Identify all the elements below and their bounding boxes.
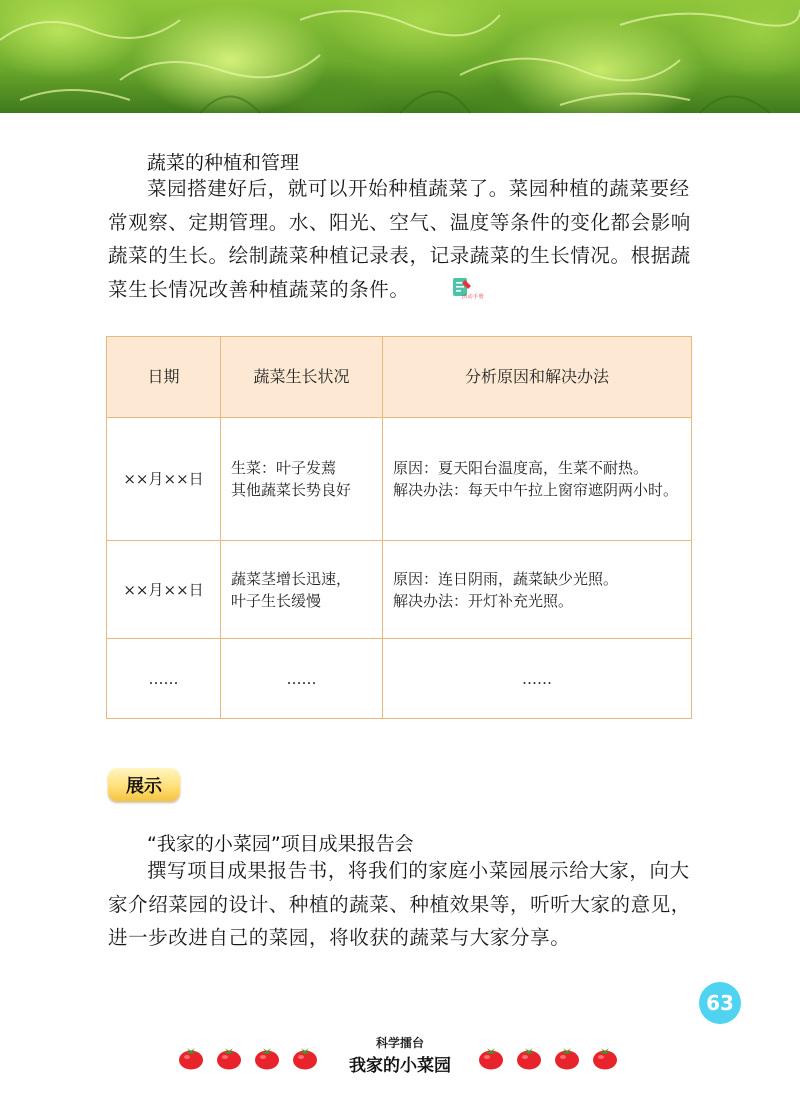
tomato-row-right [478, 1046, 618, 1070]
cell-status: …… [221, 639, 383, 719]
table-row [107, 639, 692, 719]
report-paragraph [108, 854, 696, 955]
analysis-line: 原因：连日阴雨，蔬菜缺少光照。 [393, 569, 619, 588]
tomato-icon [592, 1046, 618, 1070]
report-paragraph-text: 撰写项目成果报告书，将我们的家庭小菜园展示给大家，向大家介绍菜园的设计、种植的蔬菜、种植效果等，听听大家的意见，进一步改进自己的菜园，将收获的蔬菜与大家分享。 [108, 859, 691, 949]
cell-status [221, 418, 383, 541]
tomato-icon [516, 1046, 542, 1070]
status-line: 生菜：叶子发蔫 [231, 459, 337, 477]
lettuce-leaves-graphic [0, 0, 800, 113]
table-row [107, 418, 692, 541]
tomato-icon [554, 1046, 580, 1070]
growth-record-table [106, 336, 692, 719]
cell-analysis [383, 418, 692, 541]
section-heading-report: “我家的小菜园”项目成果报告会 [147, 833, 414, 855]
analysis-line: 原因：夏天阳台温度高，生菜不耐热。 [393, 459, 649, 477]
analysis-line: 解决办法：每天中午拉上窗帘遮阴两小时。 [393, 481, 679, 499]
planting-paragraph [108, 172, 696, 306]
section-heading-planting: 蔬菜的种植和管理 [147, 152, 300, 174]
analysis-line: 解决办法：开灯补充光照。 [393, 591, 574, 610]
header-date: 日期 [107, 337, 221, 418]
tomato-icon [178, 1046, 204, 1070]
cell-date: …… [107, 639, 221, 719]
tomato-icon [478, 1046, 504, 1070]
table-header-row [107, 337, 692, 418]
cell-status [221, 541, 383, 639]
cell-date: ××月××日 [107, 541, 221, 639]
cell-analysis [383, 541, 692, 639]
status-line: 蔬菜茎增长迅速， [231, 569, 352, 588]
tomato-row-left [178, 1046, 318, 1070]
tomato-icon [216, 1046, 242, 1070]
tomato-icon [292, 1046, 318, 1070]
activity-handbook-icon[interactable] [412, 276, 484, 300]
handbook-icon-label: 活动手册 [461, 293, 484, 300]
footer-series-label: 科学擂台 [375, 1036, 424, 1050]
planting-paragraph-text: 菜园搭建好后，就可以开始种植蔬菜了。菜园种植的蔬菜要经常观察、定期管理。水、阳光、空气、温度等条件的变化都会影响蔬菜的生长。绘制蔬菜种植记录表，记录蔬菜的生长情况。根据蔬菜生长情况改善种植蔬菜的条件。 [108, 177, 691, 301]
page-number: 63 [699, 982, 741, 1024]
lettuce-banner-image [0, 0, 800, 113]
tomato-icon [254, 1046, 280, 1070]
display-badge: 展示 [108, 768, 180, 801]
status-line: 叶子生长缓慢 [231, 591, 322, 610]
table-row [107, 541, 692, 639]
cell-analysis: …… [383, 639, 692, 719]
header-analysis: 分析原因和解决办法 [383, 337, 692, 418]
header-growth-status: 蔬菜生长状况 [221, 337, 383, 418]
status-line: 其他蔬菜长势良好 [231, 481, 352, 499]
footer-chapter-title: 我家的小菜园 [349, 1056, 451, 1076]
cell-date: ××月××日 [107, 418, 221, 541]
